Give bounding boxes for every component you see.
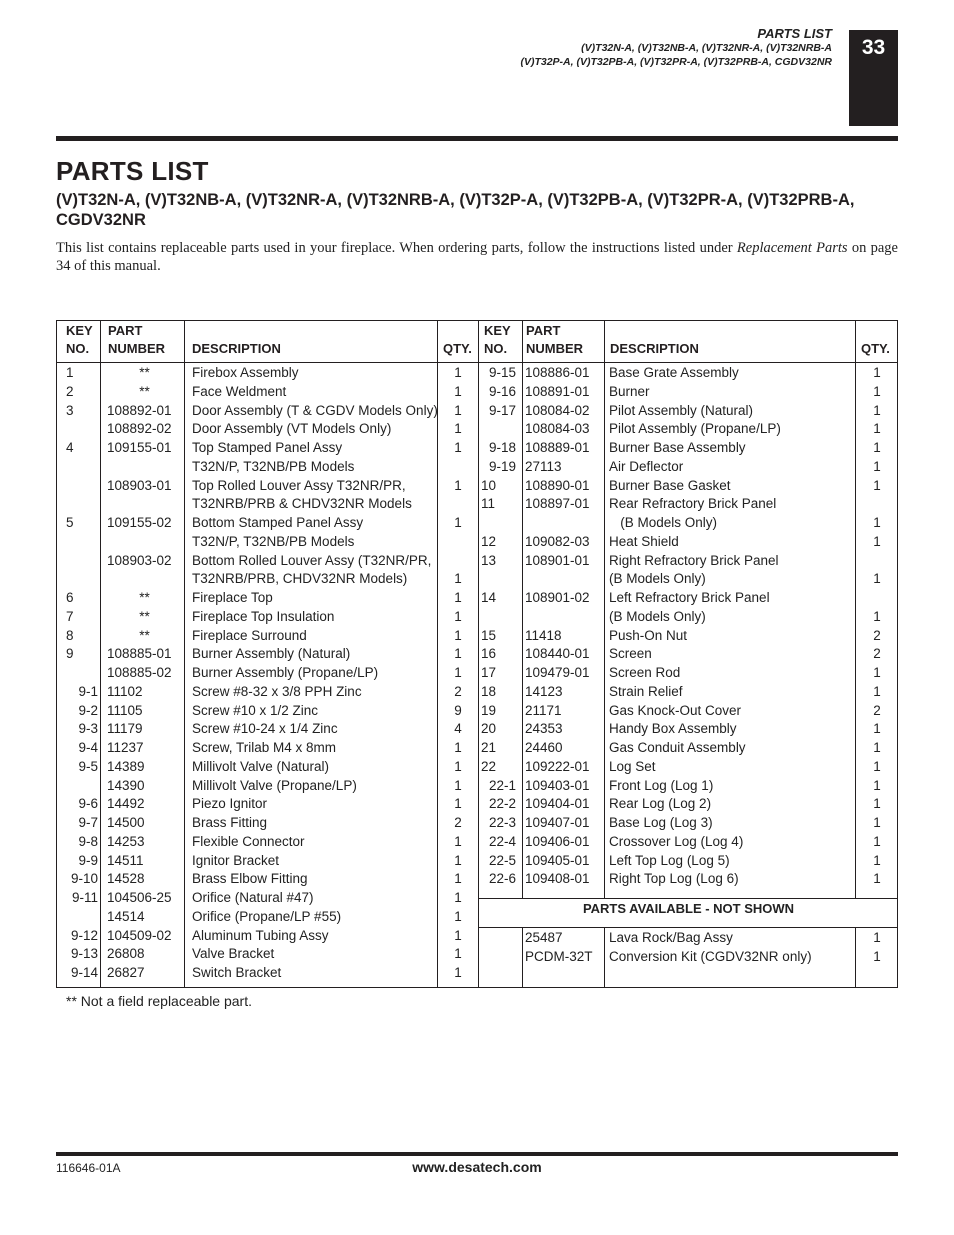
description-cell: (B Models Only) <box>609 608 706 624</box>
key-no-cell: 9-10 <box>70 871 98 887</box>
description-cell: Door Assembly (VT Models Only) <box>192 421 392 437</box>
qty-cell: 1 <box>454 627 462 643</box>
part-number-cell: 108903-01 <box>107 477 172 493</box>
qty-cell: 1 <box>873 740 881 755</box>
part-number-cell: 109408-01 <box>525 871 590 887</box>
qty-cell: 1 <box>873 402 881 418</box>
page-number: 33 <box>861 36 886 59</box>
description-cell: Flexible Connector <box>192 833 305 849</box>
description-cell: (B Models Only) <box>609 571 706 587</box>
description-cell: Screw #8-32 x 3/8 PPH Zinc <box>192 683 362 699</box>
qty-cell: 1 <box>873 948 881 964</box>
description-cell: Lava Rock/Bag Assy <box>609 930 733 945</box>
part-number-cell: PCDM-32T <box>525 948 593 964</box>
part-number-cell: 11179 <box>107 721 143 737</box>
part-number-cell: ** <box>139 590 150 605</box>
part-number-cell: 109222-01 <box>525 758 590 774</box>
part-number-cell: ** <box>139 608 150 624</box>
part-number-cell: 14511 <box>107 852 144 868</box>
part-number-cell: 108891-01 <box>525 383 590 399</box>
qty-cell: 1 <box>873 721 881 737</box>
description-cell: Fireplace Top Insulation <box>192 608 335 624</box>
description-cell: Crossover Log (Log 4) <box>609 833 744 849</box>
description-cell: T32N/P, T32NB/PB Models <box>192 533 355 549</box>
key-no-cell: 22-2 <box>488 796 516 812</box>
part-number-cell: 109407-01 <box>525 815 590 830</box>
description-cell: (B Models Only) <box>609 515 718 530</box>
part-number-cell: 108890-01 <box>525 477 590 493</box>
qty-cell: 1 <box>454 421 462 437</box>
description-cell: Brass Fitting <box>192 815 268 830</box>
description-cell: Millivolt Valve (Natural) <box>192 758 330 774</box>
qty-cell: 1 <box>454 383 462 399</box>
top-rule <box>56 136 898 141</box>
key-no-cell: 6 <box>66 590 74 605</box>
doc-number: 116646-01A <box>56 1161 121 1175</box>
part-number-cell: ** <box>139 383 150 399</box>
part-number-cell: 109404-01 <box>525 796 590 812</box>
qty-cell: 1 <box>454 758 462 774</box>
description-cell: Millivolt Valve (Propane/LP) <box>192 777 357 793</box>
qty-cell: 1 <box>454 477 462 493</box>
header-rule <box>57 362 897 363</box>
part-number-cell: ** <box>139 365 150 380</box>
description-cell: Ignitor Bracket <box>192 852 280 868</box>
description-cell: Bottom Stamped Panel Assy <box>192 515 364 530</box>
part-number-cell: 108885-01 <box>107 646 172 662</box>
part-number-cell: 109403-01 <box>525 777 590 793</box>
description-cell: Left Top Log (Log 5) <box>609 852 730 868</box>
description-cell: Valve Bracket <box>192 946 275 962</box>
description-cell: Burner Assembly (Natural) <box>192 646 351 662</box>
key-no-cell: 4 <box>66 440 74 455</box>
qty-cell: 1 <box>454 890 462 905</box>
qty-cell: 1 <box>454 515 462 530</box>
qty-cell: 1 <box>454 590 462 605</box>
section-rule <box>478 898 897 899</box>
description-cell: Base Grate Assembly <box>609 365 739 380</box>
part-number-cell: 14389 <box>107 758 145 774</box>
key-no-cell: 9-11 <box>71 890 98 905</box>
part-number-cell: 109155-01 <box>107 440 172 455</box>
description-cell: Left Refractory Brick Panel <box>609 590 770 605</box>
page-title: PARTS LIST <box>56 156 209 186</box>
part-number-cell: 108903-02 <box>107 552 172 568</box>
qty-cell: 1 <box>873 930 881 945</box>
key-no-cell: 15 <box>481 627 497 643</box>
description-cell: Right Refractory Brick Panel <box>609 552 779 568</box>
description-cell: Orifice (Natural #47) <box>192 890 314 905</box>
part-number-cell: 108886-01 <box>525 365 590 380</box>
part-number-cell: 109155-02 <box>107 515 172 530</box>
key-no-cell: 9-1 <box>78 683 98 699</box>
not-shown-heading: PARTS AVAILABLE - NOT SHOWN <box>582 901 795 916</box>
description-cell: Orifice (Propane/LP #55) <box>192 908 342 924</box>
part-number-cell: 25487 <box>525 930 563 945</box>
qty-cell: 1 <box>454 965 462 980</box>
qty-cell: 2 <box>873 646 881 662</box>
col-divider <box>604 927 605 987</box>
description-cell: Burner Assembly (Propane/LP) <box>192 665 379 680</box>
header-part-number: PART NUMBER <box>526 323 584 356</box>
description-cell: Door Assembly (T & CGDV Models Only) <box>192 402 438 418</box>
key-no-cell: 7 <box>66 608 74 624</box>
description-cell: Face Weldment <box>192 383 287 399</box>
qty-cell: 2 <box>454 683 462 699</box>
header-qty: QTY. <box>443 341 472 356</box>
qty-cell: 1 <box>873 383 881 399</box>
part-number-cell: 14123 <box>525 683 563 699</box>
key-no-cell: 14 <box>481 590 497 605</box>
description-cell: Rear Refractory Brick Panel <box>609 496 777 512</box>
part-number-cell: 108892-01 <box>107 402 172 418</box>
key-no-cell: 22-4 <box>488 833 516 849</box>
qty-cell: 9 <box>454 702 462 718</box>
part-number-cell: 108901-02 <box>525 590 590 605</box>
description-cell: T32NRB/PRB & CHDV32NR Models <box>192 496 412 512</box>
parts-table <box>56 320 898 988</box>
description-cell: Top Stamped Panel Assy <box>192 440 343 455</box>
col-divider <box>522 927 523 987</box>
key-no-cell: 9-9 <box>78 852 98 868</box>
bottom-rule <box>56 1152 898 1156</box>
intro-text-before: This list contains replaceable parts used in your fireplace. When ordering parts, follow the instructions listed under <box>56 240 737 256</box>
qty-cell: 1 <box>873 796 881 812</box>
description-cell: Right Top Log (Log 6) <box>609 871 739 887</box>
key-no-cell: 22-5 <box>488 852 516 868</box>
key-no-cell: 22-3 <box>488 815 516 830</box>
key-no-cell: 12 <box>481 533 497 549</box>
description-cell: Firebox Assembly <box>192 365 299 380</box>
header-qty: QTY. <box>861 341 890 356</box>
key-no-cell: 20 <box>481 721 497 737</box>
center-divider <box>478 321 479 987</box>
description-cell: Pilot Assembly (Natural) <box>609 402 754 418</box>
key-no-cell: 13 <box>481 552 497 568</box>
part-number-cell: 109406-01 <box>525 833 590 849</box>
part-number-cell: 11418 <box>525 627 562 643</box>
qty-cell: 1 <box>873 477 881 493</box>
description-cell: Gas Conduit Assembly <box>609 740 746 755</box>
key-no-cell: 9-18 <box>488 440 516 455</box>
key-no-cell: 9-17 <box>488 402 516 418</box>
description-cell: Brass Elbow Fitting <box>192 871 308 887</box>
description-cell: Conversion Kit (CGDV32NR only) <box>609 948 812 964</box>
part-number-cell: 24353 <box>525 721 563 737</box>
description-cell: Burner Base Assembly <box>609 440 746 455</box>
page-number-tab <box>849 30 898 126</box>
part-number-cell: 14514 <box>107 908 145 924</box>
description-cell: Log Set <box>609 758 656 774</box>
part-number-cell: 14492 <box>107 796 145 812</box>
key-no-cell: 19 <box>481 702 497 718</box>
qty-cell: 1 <box>454 365 462 380</box>
part-number-cell: 108084-02 <box>525 402 590 418</box>
key-no-cell: 9-16 <box>488 383 516 399</box>
key-no-cell: 9-4 <box>78 740 98 755</box>
key-no-cell: 5 <box>66 515 74 530</box>
key-no-cell: 9-5 <box>78 758 98 774</box>
description-cell: Strain Relief <box>609 683 683 699</box>
qty-cell: 1 <box>873 458 881 474</box>
part-number-cell: 108889-01 <box>525 440 590 455</box>
key-no-cell: 22 <box>481 758 497 774</box>
key-no-cell: 9-8 <box>78 833 98 849</box>
key-no-cell: 9-6 <box>78 796 98 812</box>
qty-cell: 1 <box>873 571 881 587</box>
running-header-models-2: (V)T32P-A, (V)T32PB-A, (V)T32PR-A, (V)T32PRB-A, CGDV32NR <box>520 56 832 68</box>
key-no-cell: 9-19 <box>488 458 516 474</box>
qty-cell: 1 <box>454 740 462 755</box>
col-divider <box>184 321 185 987</box>
part-number-cell: 27113 <box>525 458 562 474</box>
key-no-cell: 1 <box>66 365 74 380</box>
part-number-cell: 11237 <box>107 740 144 755</box>
description-cell: T32N/P, T32NB/PB Models <box>192 458 355 474</box>
header-key-no: KEY NO. <box>484 323 511 356</box>
header-description: DESCRIPTION <box>192 341 281 356</box>
key-no-cell: 18 <box>481 683 497 699</box>
qty-cell: 2 <box>454 815 462 830</box>
description-cell: Front Log (Log 1) <box>609 777 714 793</box>
description-cell: Burner Base Gasket <box>609 477 731 493</box>
qty-cell: 1 <box>454 608 462 624</box>
description-cell: Push-On Nut <box>609 627 688 643</box>
part-number-cell: 11105 <box>107 702 143 718</box>
part-number-cell: 26827 <box>107 965 145 980</box>
col-divider <box>604 321 605 898</box>
qty-cell: 1 <box>454 777 462 793</box>
qty-cell: 1 <box>454 852 462 868</box>
qty-cell: 1 <box>873 665 881 680</box>
col-divider <box>522 321 523 898</box>
description-cell: Bottom Rolled Louver Assy (T32NR/PR, <box>192 552 432 568</box>
part-number-cell: 108892-02 <box>107 421 172 437</box>
part-number-cell: 108885-02 <box>107 665 172 680</box>
qty-cell: 1 <box>873 833 881 849</box>
key-no-cell: 9-15 <box>488 365 516 380</box>
description-cell: Screw #10-24 x 1/4 Zinc <box>192 721 338 737</box>
qty-cell: 1 <box>454 871 462 887</box>
model-subtitle: (V)T32N-A, (V)T32NB-A, (V)T32NR-A, (V)T32NRB-A, (V)T32P-A, (V)T32PB-A, (V)T32PR-A, (V)T32PRB-A, CGDV32NR <box>56 191 855 229</box>
header-description: DESCRIPTION <box>610 341 699 356</box>
key-no-cell: 9-3 <box>78 721 98 737</box>
key-no-cell: 9-14 <box>70 965 98 980</box>
description-cell: Fireplace Top <box>192 590 273 605</box>
description-cell: Screw, Trilab M4 x 8mm <box>192 740 337 755</box>
key-no-cell: 9-2 <box>78 702 98 718</box>
key-no-cell: 9-7 <box>78 815 98 830</box>
key-no-cell: 16 <box>481 646 497 662</box>
description-cell: T32NRB/PRB, CHDV32NR Models) <box>192 571 408 587</box>
key-no-cell: 22-6 <box>488 871 516 887</box>
part-number-cell: 104509-02 <box>107 927 172 943</box>
key-no-cell: 8 <box>66 627 74 643</box>
qty-cell: 1 <box>454 402 462 418</box>
qty-cell: 1 <box>454 908 462 924</box>
key-no-cell: 22-1 <box>488 777 516 793</box>
qty-cell: 1 <box>454 571 462 587</box>
section-rule <box>478 927 897 928</box>
description-cell: Aluminum Tubing Assy <box>192 927 329 943</box>
qty-cell: 1 <box>454 927 462 943</box>
part-number-cell: 109405-01 <box>525 852 590 868</box>
key-no-cell: 9-13 <box>70 946 98 962</box>
part-number-cell: 11102 <box>107 683 143 699</box>
part-number-cell: 14390 <box>107 777 145 793</box>
part-number-cell: 108901-01 <box>525 552 590 568</box>
qty-cell: 4 <box>454 721 462 737</box>
description-cell: Burner <box>609 383 650 399</box>
qty-cell: 1 <box>873 758 881 774</box>
part-number-cell: 108440-01 <box>525 646 590 662</box>
key-no-cell: 11 <box>481 496 496 512</box>
part-number-cell: 14528 <box>107 871 145 887</box>
col-divider <box>100 321 101 987</box>
intro-paragraph <box>56 239 898 275</box>
key-no-cell: 21 <box>481 740 497 755</box>
intro-emphasis: Replacement Parts <box>736 240 848 256</box>
qty-cell: 1 <box>873 365 881 380</box>
qty-cell: 1 <box>873 871 881 887</box>
qty-cell: 1 <box>873 815 881 830</box>
key-no-cell: 17 <box>481 665 497 680</box>
key-no-cell: 10 <box>481 477 497 493</box>
description-cell: Rear Log (Log 2) <box>609 796 712 812</box>
key-no-cell: 3 <box>66 402 74 418</box>
description-cell: Gas Knock-Out Cover <box>609 702 742 718</box>
description-cell: Switch Bracket <box>192 965 282 980</box>
qty-cell: 1 <box>454 833 462 849</box>
qty-cell: 1 <box>454 796 462 812</box>
part-number-cell: 14500 <box>107 815 145 830</box>
description-cell: Pilot Assembly (Propane/LP) <box>609 421 781 437</box>
key-no-cell: 9-12 <box>70 927 98 943</box>
header-key-no: KEY NO. <box>66 323 93 356</box>
description-cell: Base Log (Log 3) <box>609 815 713 830</box>
part-number-cell: 21171 <box>525 702 562 718</box>
qty-cell: 1 <box>873 421 881 437</box>
part-number-cell: ** <box>139 627 150 643</box>
website-link[interactable]: www.desatech.com <box>412 1159 542 1175</box>
part-number-cell: 108897-01 <box>525 496 590 512</box>
qty-cell: 1 <box>873 440 881 455</box>
qty-cell: 1 <box>454 946 462 962</box>
description-cell: Top Rolled Louver Assy T32NR/PR, <box>192 477 406 493</box>
qty-cell: 1 <box>873 683 881 699</box>
qty-cell: 1 <box>454 440 462 455</box>
part-number-cell: 26808 <box>107 946 145 962</box>
qty-cell: 1 <box>873 777 881 793</box>
qty-cell: 1 <box>454 646 462 662</box>
description-cell: Screen Rod <box>609 665 681 680</box>
running-header-section: PARTS LIST <box>757 26 832 41</box>
header-part-number: PART NUMBER <box>108 323 166 356</box>
qty-cell: 1 <box>873 515 881 530</box>
description-cell: Air Deflector <box>609 458 684 474</box>
part-number-cell: 108084-03 <box>525 421 590 437</box>
part-number-cell: 104506-25 <box>107 890 172 905</box>
qty-cell: 2 <box>873 702 881 718</box>
key-no-cell: 9 <box>66 646 74 662</box>
qty-cell: 1 <box>454 665 462 680</box>
part-number-cell: 14253 <box>107 833 145 849</box>
intro-text-after: on page 34 of this manual. <box>56 240 898 274</box>
key-no-cell: 2 <box>66 383 74 399</box>
description-cell: Fireplace Surround <box>192 627 307 643</box>
description-cell: Heat Shield <box>609 533 679 549</box>
part-number-cell: 24460 <box>525 740 563 755</box>
description-cell: Screw #10 x 1/2 Zinc <box>192 702 319 718</box>
description-cell: Piezo Ignitor <box>192 796 268 812</box>
footnote: ** Not a field replaceable part. <box>66 993 252 1009</box>
running-header <box>520 26 832 69</box>
qty-cell: 1 <box>873 608 881 624</box>
qty-cell: 1 <box>873 533 881 549</box>
description-cell: Handy Box Assembly <box>609 721 737 737</box>
qty-cell: 1 <box>873 852 881 868</box>
part-number-cell: 109479-01 <box>525 665 590 680</box>
part-number-cell: 109082-03 <box>525 533 590 549</box>
running-header-models-1: (V)T32N-A, (V)T32NB-A, (V)T32NR-A, (V)T32NRB-A <box>581 42 832 54</box>
description-cell: Screen <box>609 646 652 662</box>
qty-cell: 2 <box>873 627 881 643</box>
